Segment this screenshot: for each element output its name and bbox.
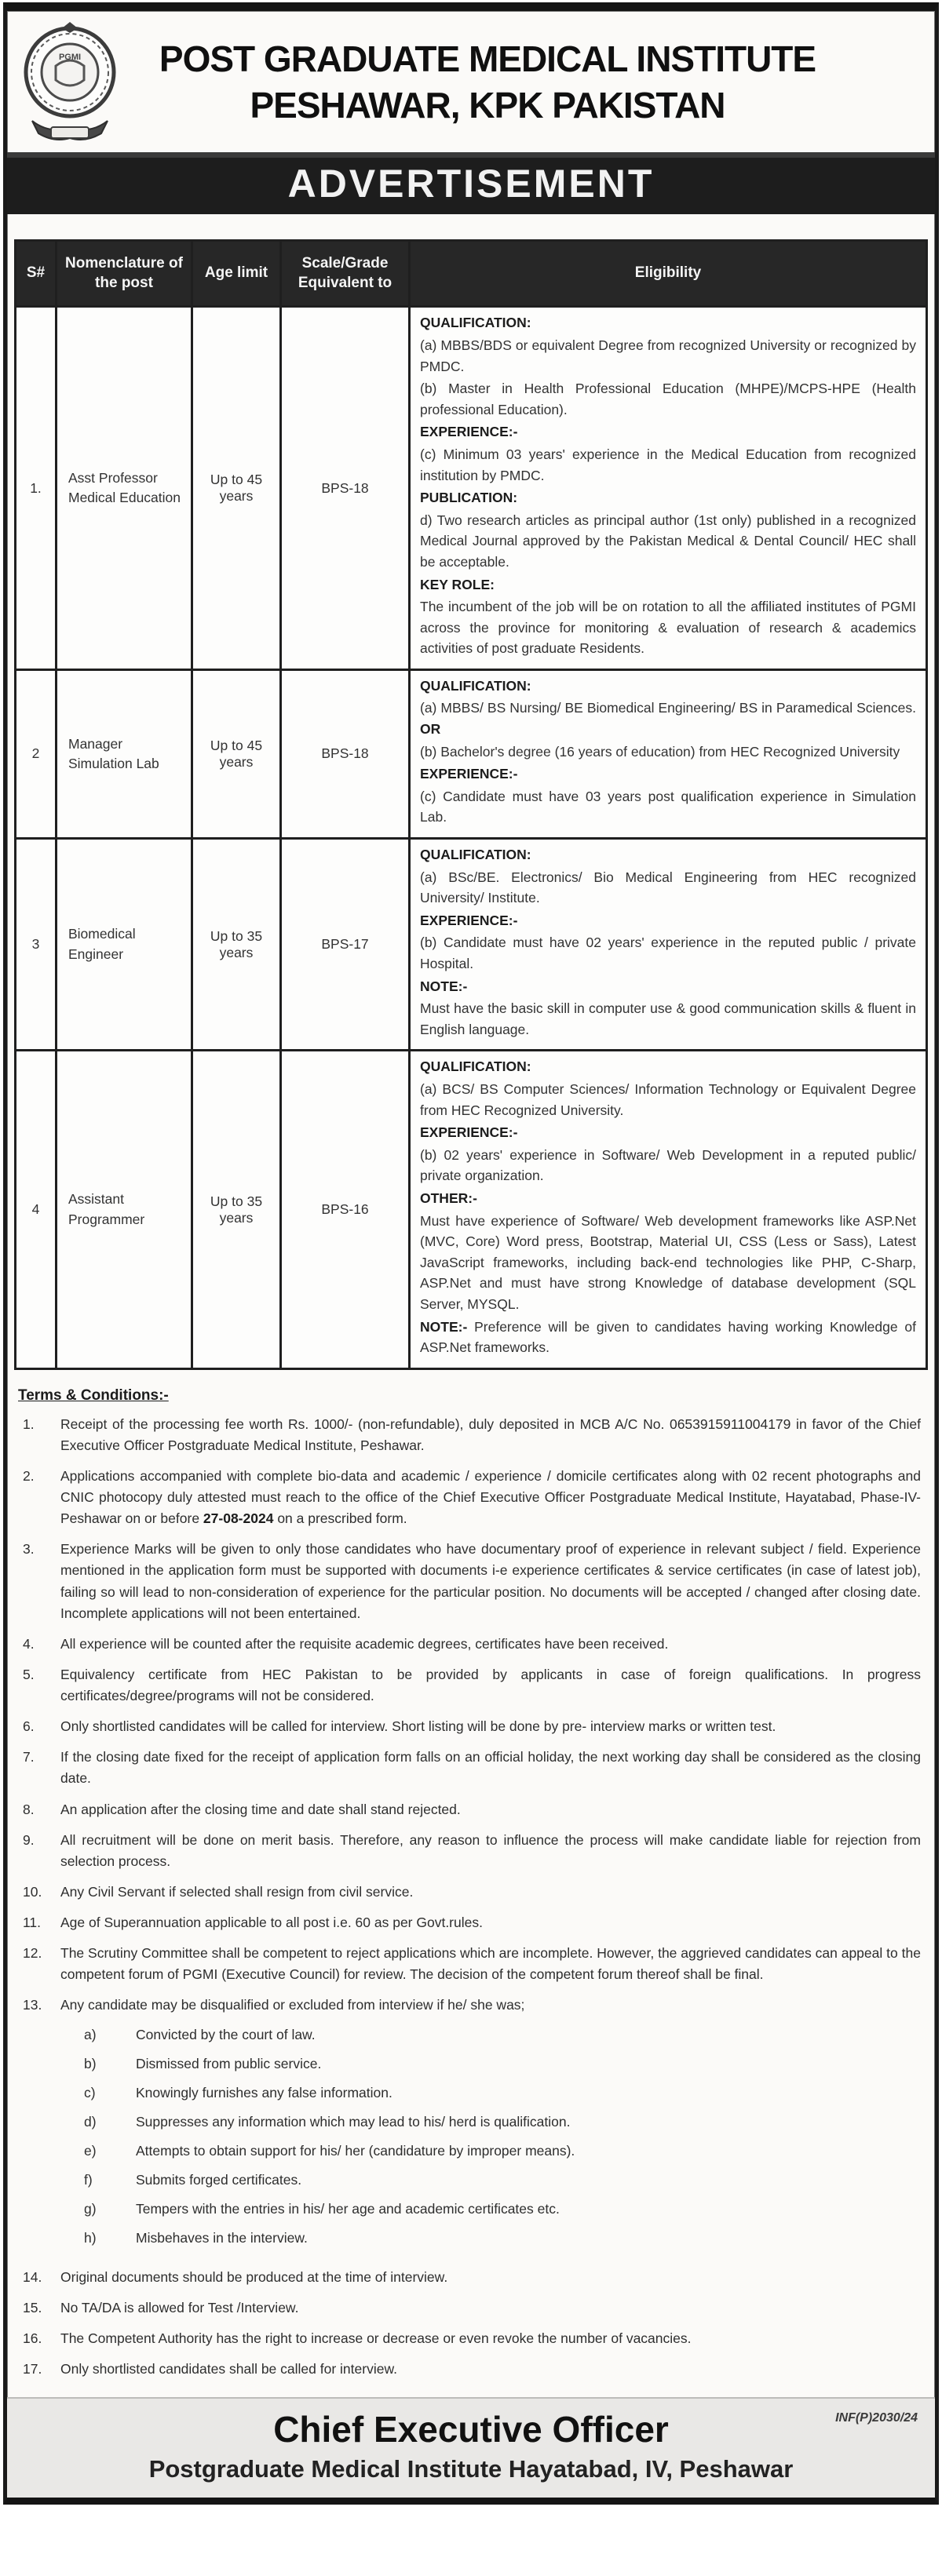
eligibility-line	[420, 312, 916, 333]
terms-item	[18, 1414, 921, 1456]
text-segment: PUBLICATION:	[420, 490, 518, 506]
terms-item-number: 9.	[23, 1831, 35, 1848]
col-header-sno: S#	[16, 241, 57, 307]
terms-subitem	[84, 2053, 921, 2075]
terms-item-number: 15.	[23, 2299, 42, 2315]
terms-subitem-text: Dismissed from public service.	[136, 2055, 322, 2071]
eligibility-line	[420, 1079, 916, 1120]
eligibility-line	[420, 676, 916, 697]
text-segment: (a) BCS/ BS Computer Sciences/ Information Technology or Equivalent Degree from HEC Recognized University.	[420, 1080, 916, 1118]
text-segment: (b) Candidate must have 02 years' experience in the reputed public / private Hospital.	[420, 935, 916, 971]
terms-item	[18, 1799, 921, 1820]
advertisement-ref-number: INF(P)2030/24	[835, 2411, 918, 2425]
terms-item	[18, 1747, 921, 1789]
terms-item-number: 14.	[23, 2268, 42, 2285]
text-segment: Experience Marks will be given to only those candidates who have documentary proof of experience in relevant subject / field. Experience mentioned in the application form must be supported with documents i-e experience certificates & service certificates (in case of latest job), failing so will lead to non-consideration of experience for the particular position. No documents will be accepted / changed after closing date. Incomplete applications will not been entertained.	[60, 1541, 921, 1621]
terms-subitem-text: Knowingly furnishes any false information.	[136, 2084, 392, 2101]
text-segment: Applications accompanied with complete bio-data and academic / experience / domicile certificates along with 02 recent photographs and CNIC photocopy duly attested must reach to the office of the Chief Executive Officer Postgraduate Medical Institute, Hayatabad, Phase-IV-Peshawar on or before	[60, 1467, 921, 1527]
terms-subitem	[84, 2170, 921, 2191]
text-segment: Original documents should be produced at the time of interview.	[60, 2268, 448, 2285]
eligibility-line	[420, 1056, 916, 1077]
eligibility-line	[420, 1188, 916, 1209]
table-body	[16, 307, 927, 1368]
cell-age-limit: Up to 45 years	[192, 669, 281, 838]
text-segment: (b) 02 years' experience in Software/ Web Development in a reputed public/ private organization.	[420, 1146, 916, 1184]
terms-item-text	[60, 1664, 921, 1707]
cell-post-name: Manager Simulation Lab	[57, 669, 192, 838]
text-segment: Equivalency certificate from HEC Pakistan to be provided by applicants in case of foreign qualifications. In progress certificates/degree/programs will not be considered.	[60, 1666, 921, 1704]
terms-item	[18, 1882, 921, 1903]
text-segment: Must have the basic skill in computer use & good communication skills & fluent in English language.	[420, 1000, 916, 1037]
terms-subitem-letter: f)	[84, 2172, 93, 2188]
terms-item-number: 1.	[23, 1416, 35, 1432]
cell-serial: 3	[16, 839, 57, 1051]
text-segment: EXPERIENCE:-	[420, 1124, 518, 1141]
terms-list	[18, 1414, 921, 2380]
eligibility-line	[420, 932, 916, 974]
terms-item-number: 10.	[23, 1883, 42, 1900]
terms-subitem	[84, 2199, 921, 2220]
terms-item	[18, 1634, 921, 1655]
terms-item-number: 13.	[23, 1997, 42, 2013]
terms-item	[18, 1943, 921, 1985]
terms-item	[18, 1830, 921, 1872]
terms-item	[18, 1539, 921, 1624]
cell-scale-grade: BPS-18	[281, 669, 410, 838]
terms-subitem-letter: a)	[84, 2026, 97, 2042]
terms-subitem	[84, 2141, 921, 2162]
terms-item-number: 6.	[23, 1718, 35, 1735]
advertisement-page	[3, 2, 939, 2505]
terms-item	[18, 2297, 921, 2319]
terms-item-text	[60, 1882, 921, 1903]
text-segment: KEY ROLE:	[420, 576, 495, 592]
text-segment: (b) Bachelor's degree (16 years of education) from HEC Recognized University	[420, 743, 900, 760]
terms-item-number: 12.	[23, 1945, 42, 1962]
text-segment: OTHER:-	[420, 1190, 477, 1206]
cell-post-name: Asst Professor Medical Education	[57, 307, 192, 670]
terms-subitem-letter: h)	[84, 2230, 97, 2246]
eligibility-line	[420, 976, 916, 997]
terms-item-number: 16.	[23, 2330, 42, 2346]
table-row	[16, 307, 927, 670]
terms-item	[18, 2359, 921, 2380]
eligibility-line	[420, 763, 916, 785]
col-header-eligibility: Eligibility	[410, 241, 927, 307]
terms-subitem-letter: c)	[84, 2084, 96, 2101]
table-row	[16, 669, 927, 838]
signatory-title: Chief Executive Officer	[273, 2409, 669, 2450]
terms-item	[18, 1664, 921, 1707]
terms-item-number: 4.	[23, 1635, 35, 1652]
text-segment: (c) Minimum 03 years' experience in the Medical Education from recognized institution by PMDC.	[420, 446, 916, 483]
text-segment: EXPERIENCE:-	[420, 912, 518, 928]
text-segment: (c) Candidate must have 03 years post qualification experience in Simulation Lab.	[420, 788, 916, 825]
terms-item	[18, 1716, 921, 1737]
terms-item-text	[60, 1943, 921, 1985]
text-segment: EXPERIENCE:-	[420, 424, 518, 440]
text-segment: QUALIFICATION:	[420, 847, 531, 863]
text-segment: Only shortlisted candidates will be called for interview. Short listing will be done by pre- interview marks or written test.	[60, 1718, 776, 1735]
text-segment: The Competent Authority has the right to increase or decrease or even revoke the number of vacancies.	[60, 2330, 692, 2346]
eligibility-line	[420, 910, 916, 931]
terms-item-text	[60, 1799, 921, 1820]
eligibility-line	[420, 698, 916, 739]
terms-item-text	[60, 1716, 921, 1737]
footer	[7, 2397, 935, 2498]
text-segment: (a) BSc/BE. Electronics/ Bio Medical Engineering from HEC recognized University/ Institute.	[420, 869, 916, 906]
text-segment: Only shortlisted candidates shall be called for interview.	[60, 2360, 397, 2377]
terms-item-text	[60, 2328, 921, 2349]
terms-item-text	[60, 2359, 921, 2380]
terms-item	[18, 2267, 921, 2288]
text-segment: Age of Superannuation applicable to all post i.e. 60 as per Govt.rules.	[60, 1915, 483, 1931]
signatory-organization: Postgraduate Medical Institute Hayatabad, IV, Peshawar	[148, 2455, 794, 2483]
cell-age-limit: Up to 45 years	[192, 307, 281, 670]
terms-section	[7, 1379, 935, 2397]
terms-subitem-text: Attempts to obtain support for his/ her (candidature by improper means).	[136, 2143, 575, 2159]
cell-eligibility	[410, 1051, 927, 1368]
terms-subitem-text: Tempers with the entries in his/ her age and academic certificates etc.	[136, 2201, 560, 2217]
eligibility-line	[420, 421, 916, 443]
col-header-age: Age limit	[192, 241, 281, 307]
title-line-1: POST GRADUATE MEDICAL INSTITUTE	[159, 38, 816, 80]
table-header	[16, 241, 927, 307]
terms-subitem-text: Misbehaves in the interview.	[136, 2230, 308, 2246]
terms-subitem	[84, 2111, 921, 2133]
cell-post-name: Assistant Programmer	[57, 1051, 192, 1368]
eligibility-line	[420, 1317, 916, 1358]
text-segment: Any Civil Servant if selected shall resign from civil service.	[60, 1883, 414, 1900]
terms-item-number: 5.	[23, 1666, 35, 1682]
cell-post-name: Biomedical Engineer	[57, 839, 192, 1051]
table-row	[16, 1051, 927, 1368]
eligibility-line	[420, 487, 916, 508]
text-segment: Preference will be given to candidates having working Knowledge of ASP.Net frameworks.	[420, 1318, 916, 1356]
text-segment: (b) Master in Health Professional Education (MHPE)/MCPS-HPE (Health professional Education).	[420, 381, 916, 417]
text-segment: NOTE:-	[420, 1318, 468, 1335]
terms-item-number: 3.	[23, 1541, 35, 1558]
intro-paragraph	[15, 222, 927, 235]
cell-serial: 4	[16, 1051, 57, 1368]
cell-age-limit: Up to 35 years	[192, 839, 281, 1051]
eligibility-line	[420, 335, 916, 377]
eligibility-line	[420, 1122, 916, 1143]
eligibility-line	[420, 596, 916, 659]
terms-item	[18, 1466, 921, 1529]
terms-item-text	[60, 1634, 921, 1655]
terms-item-text	[60, 1466, 921, 1529]
terms-item-text	[60, 1830, 921, 1872]
terms-title: Terms & Conditions:-	[18, 1386, 169, 1404]
cell-scale-grade: BPS-17	[281, 839, 410, 1051]
text-segment: Must have experience of Software/ Web development frameworks like ASP.Net (MVC, Core) Word press, Bootstrap, Material UI, CSS (Less or Sass), Latest JavaScript frameworks, including back-end technologies like PHP, C-Sharp, ASP.Net and must have strong Knowledge of database development (SQL Server, MYSQL.	[420, 1212, 916, 1312]
eligibility-line	[420, 741, 916, 763]
cell-age-limit: Up to 35 years	[192, 1051, 281, 1368]
cell-eligibility	[410, 307, 927, 670]
terms-item-text	[60, 1747, 921, 1789]
eligibility-line	[420, 574, 916, 596]
text-segment: NOTE:-	[420, 978, 468, 994]
institute-title	[120, 36, 918, 129]
terms-item-text	[60, 2267, 921, 2288]
col-header-post: Nomenclature of the post	[57, 241, 192, 307]
terms-subitem	[84, 2228, 921, 2249]
vacancies-table	[14, 239, 928, 1370]
text-segment: All experience will be counted after the requisite academic degrees, certificates have been received.	[60, 1635, 669, 1652]
terms-item-text	[60, 1995, 921, 2257]
text-segment: on a prescribed form.	[273, 1510, 407, 1527]
terms-item-number: 17.	[23, 2360, 42, 2377]
terms-subitem-text: Suppresses any information which may lead to his/ herd is qualification.	[136, 2113, 571, 2130]
eligibility-line	[420, 1145, 916, 1186]
terms-item-text	[60, 1539, 921, 1624]
title-line-2: PESHAWAR, KPK PAKISTAN	[250, 85, 725, 126]
terms-subitem	[84, 2024, 921, 2046]
text-segment: No TA/DA is allowed for Test /Interview.	[60, 2299, 299, 2315]
terms-item-text	[60, 1414, 921, 1456]
terms-item-number: 11.	[23, 1915, 42, 1931]
eligibility-line	[420, 844, 916, 865]
eligibility-line	[420, 1211, 916, 1315]
text-segment: OR	[420, 721, 441, 738]
cell-scale-grade: BPS-16	[281, 1051, 410, 1368]
text-segment: The incumbent of the job will be on rotation to all the affiliated institutes of PGMI across the province for monitoring & evaluation of research & academics activities of post graduate Residents.	[420, 599, 916, 657]
terms-subitem-text: Convicted by the court of law.	[136, 2026, 316, 2042]
terms-subitem-letter: b)	[84, 2055, 97, 2071]
terms-item-text	[60, 2297, 921, 2319]
terms-subitem	[84, 2082, 921, 2104]
text-segment: (a) MBBS/ BS Nursing/ BE Biomedical Engineering/ BS in Paramedical Sciences.	[420, 700, 916, 716]
svg-text:PGMI: PGMI	[58, 53, 82, 62]
terms-item-number: 7.	[23, 1749, 35, 1765]
terms-subitem-text: Submits forged certificates.	[136, 2172, 302, 2188]
cell-eligibility	[410, 669, 927, 838]
eligibility-line	[420, 378, 916, 420]
text-segment: If the closing date fixed for the receipt of application form falls on an official holiday, the next working day shall be considered as the closing date.	[60, 1749, 921, 1787]
terms-item-text	[60, 1912, 921, 1933]
terms-item-number: 2.	[23, 1467, 35, 1484]
cell-serial: 2	[16, 669, 57, 838]
col-header-scale: Scale/Grade Equivalent to	[281, 241, 410, 307]
header	[7, 11, 935, 152]
text-segment: The Scrutiny Committee shall be competent to reject applications which are incomplete. However, the aggrieved candidates can appeal to the competent forum of PGMI (Executive Council) for review. The decision of the competent forum thereof shall be final.	[60, 1945, 921, 1983]
terms-subitem-letter: g)	[84, 2201, 97, 2217]
text-segment: (a) MBBS/BDS or equivalent Degree from recognized University or recognized by PMDC.	[420, 337, 916, 374]
eligibility-line	[420, 444, 916, 486]
text-segment: QUALIFICATION:	[420, 315, 531, 331]
text-segment: Any candidate may be disqualified or excluded from interview if he/ she was;	[60, 1997, 525, 2013]
text-segment: 27-08-2024	[203, 1510, 274, 1527]
terms-item	[18, 1995, 921, 2257]
advertisement-banner: ADVERTISEMENT	[7, 152, 935, 214]
cell-eligibility	[410, 839, 927, 1051]
text-segment: All recruitment will be done on merit basis. Therefore, any reason to influence the process will make candidate liable for rejection from selection process.	[60, 1831, 921, 1869]
eligibility-line	[420, 867, 916, 909]
eligibility-line	[420, 786, 916, 828]
table-row	[16, 839, 927, 1051]
pgmi-emblem-icon	[20, 20, 120, 144]
text-segment: Receipt of the processing fee worth Rs. 1000/- (non-refundable), duly deposited in MCB A/C No. 0653915911004179 in favor of the Chief Executive Officer Postgraduate Medical Institute, Peshawar.	[60, 1416, 921, 1453]
text-segment: d) Two research articles as principal author (1st only) published in a recognized Medical Journal approved by the Pakistan Medical & Dental Council/ HEC shall be acceptable.	[420, 512, 916, 570]
text-segment: QUALIFICATION:	[420, 1058, 531, 1075]
terms-item	[18, 2328, 921, 2349]
text-segment: QUALIFICATION:	[420, 677, 531, 694]
cell-scale-grade: BPS-18	[281, 307, 410, 670]
text-segment: An application after the closing time and date shall stand rejected.	[60, 1801, 461, 1817]
terms-subitem-letter: d)	[84, 2113, 97, 2130]
eligibility-line	[420, 998, 916, 1040]
terms-subitem-letter: e)	[84, 2143, 97, 2159]
eligibility-line	[420, 510, 916, 573]
terms-item-number: 8.	[23, 1801, 35, 1817]
terms-item	[18, 1912, 921, 1933]
cell-serial: 1.	[16, 307, 57, 670]
text-segment: EXPERIENCE:-	[420, 766, 518, 782]
